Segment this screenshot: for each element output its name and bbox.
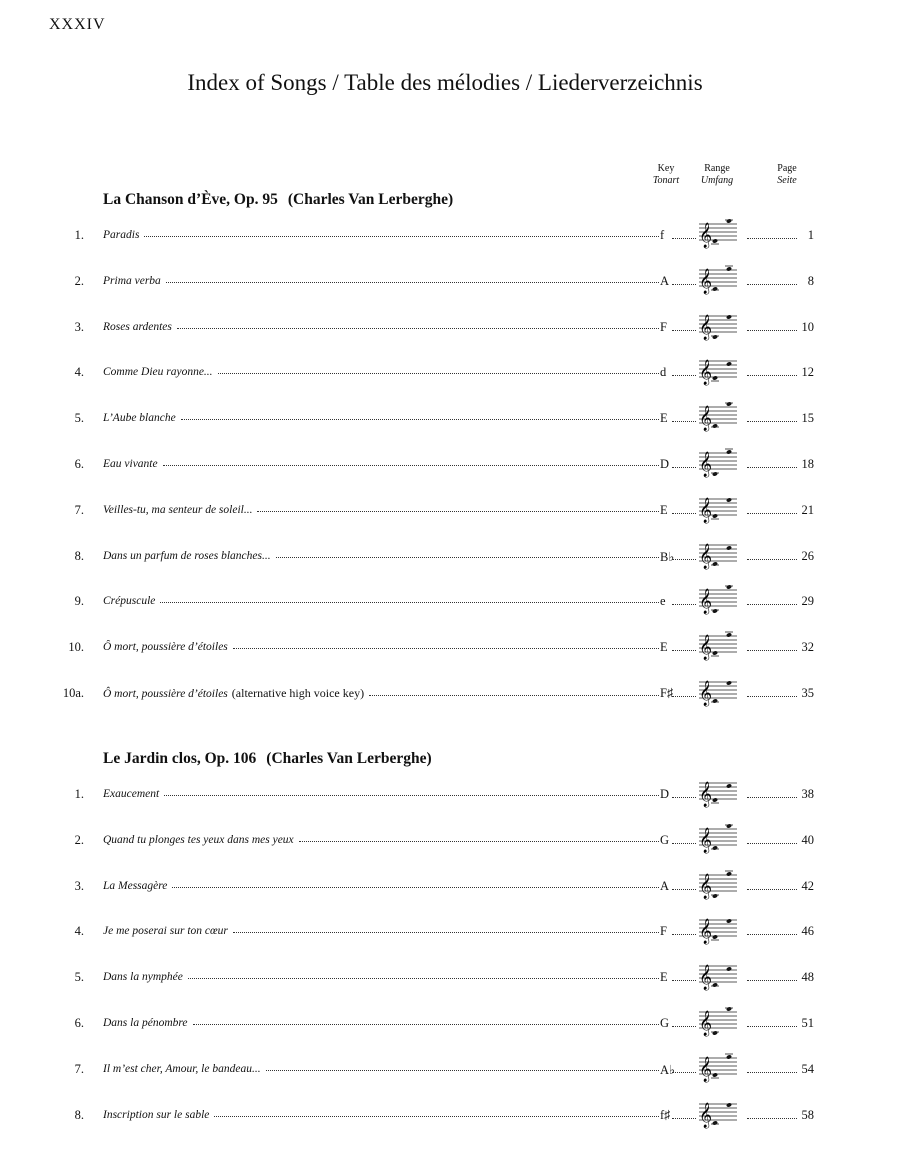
- low-note-icon: [712, 797, 718, 802]
- low-note-icon: [712, 983, 718, 988]
- treble-clef-icon: 𝄞: [699, 965, 713, 991]
- range-staff-icon: [697, 866, 739, 900]
- song-title[interactable]: Inscription sur le sable: [103, 1108, 210, 1121]
- song-page: 48: [801, 970, 814, 985]
- song-row[interactable]: [0, 498, 900, 522]
- song-note: (alternative high voice key): [231, 686, 365, 700]
- song-page: 10: [801, 319, 814, 334]
- dot-leader: [672, 604, 696, 605]
- song-number: 2.: [74, 273, 84, 288]
- low-note-icon: [712, 286, 718, 291]
- song-page: 8: [807, 273, 814, 288]
- high-note-icon: [726, 823, 732, 828]
- song-page: 54: [801, 1061, 814, 1076]
- song-page: 29: [801, 594, 814, 609]
- section-title: Le Jardin clos, Op. 106: [103, 750, 257, 767]
- song-range: [697, 536, 739, 570]
- low-note-icon: [712, 471, 718, 476]
- song-row[interactable]: [0, 919, 900, 943]
- song-title-line: [103, 787, 659, 800]
- song-range: [697, 490, 739, 524]
- song-number: 6.: [74, 1016, 84, 1030]
- treble-clef-icon: 𝄞: [699, 1011, 713, 1036]
- song-row[interactable]: [0, 269, 900, 293]
- dot-leader: [144, 228, 659, 237]
- song-page: 58: [801, 1107, 814, 1122]
- low-note-icon: [712, 376, 718, 381]
- high-note-icon: [726, 266, 732, 271]
- dot-leader: [214, 1108, 659, 1117]
- song-number: 6.: [74, 457, 84, 471]
- song-title-line: [103, 970, 659, 983]
- song-title[interactable]: Il m’est cher, Amour, le bandeau...: [103, 1062, 261, 1075]
- treble-clef-icon: 𝄞: [699, 873, 713, 899]
- song-title-line: [103, 1016, 659, 1029]
- song-title-line: [103, 365, 659, 378]
- song-title-line: [103, 833, 659, 846]
- range-staff-icon: [697, 627, 739, 661]
- low-note-icon: [712, 651, 718, 656]
- column-header-page-en: Page: [777, 163, 797, 174]
- dot-leader: [276, 549, 659, 558]
- treble-clef-icon: 𝄞: [699, 452, 713, 477]
- dot-leader: [747, 421, 797, 422]
- high-note-icon: [726, 314, 732, 319]
- section-title: La Chanson d’Ève, Op. 95: [103, 191, 278, 208]
- range-staff-icon: [697, 1095, 739, 1129]
- dot-leader: [747, 330, 797, 331]
- dot-leader: [747, 375, 797, 376]
- song-number: 9.: [74, 594, 84, 609]
- dot-leader: [747, 889, 797, 890]
- song-title[interactable]: Ô mort, poussière d’étoiles: [103, 688, 228, 700]
- low-note-icon: [712, 334, 718, 339]
- song-range: [697, 1049, 739, 1083]
- column-header-range: [695, 163, 739, 187]
- dot-leader: [163, 457, 659, 466]
- dot-leader: [266, 1062, 659, 1071]
- song-title-line: [103, 640, 659, 653]
- high-note-icon: [726, 218, 732, 223]
- section-heading: [103, 191, 453, 209]
- song-title[interactable]: Roses ardentes: [103, 320, 172, 333]
- song-title-line: [103, 686, 659, 701]
- song-title[interactable]: Dans la nymphée: [103, 971, 183, 984]
- dot-leader: [164, 787, 659, 796]
- high-note-icon: [726, 919, 732, 924]
- song-row[interactable]: [0, 452, 900, 476]
- dot-leader: [747, 980, 797, 981]
- song-title[interactable]: Prima verba: [103, 274, 161, 287]
- dot-leader: [747, 604, 797, 605]
- song-range: [697, 673, 739, 707]
- song-range: [697, 866, 739, 900]
- high-note-icon: [726, 449, 732, 454]
- dot-leader: [672, 375, 696, 376]
- song-page: 1: [807, 228, 814, 242]
- song-page: 51: [801, 1016, 814, 1030]
- range-staff-icon: [697, 673, 739, 707]
- treble-clef-icon: 𝄞: [699, 1102, 713, 1128]
- high-note-icon: [726, 1054, 732, 1059]
- song-title[interactable]: Dans un parfum de roses blanches...: [103, 549, 271, 562]
- song-range: [697, 911, 739, 945]
- low-note-icon: [712, 513, 718, 518]
- song-range: [697, 444, 739, 478]
- dot-leader: [672, 559, 696, 560]
- column-header-page: [765, 163, 809, 187]
- song-key: B♭: [660, 549, 675, 564]
- column-header-key: [648, 163, 684, 187]
- song-key: E: [660, 411, 668, 426]
- treble-clef-icon: 𝄞: [699, 268, 713, 294]
- song-key: f: [660, 228, 665, 242]
- section-heading: [103, 750, 432, 768]
- range-staff-icon: [697, 911, 739, 945]
- dot-leader: [747, 1118, 797, 1119]
- treble-clef-icon: 𝄞: [699, 635, 713, 661]
- dot-leader: [747, 696, 797, 697]
- range-staff-icon: [697, 774, 739, 808]
- song-range: [697, 627, 739, 661]
- song-key: F: [660, 319, 667, 334]
- song-page: 15: [801, 411, 814, 426]
- high-note-icon: [726, 545, 732, 550]
- range-staff-icon: [697, 307, 739, 341]
- treble-clef-icon: 𝄞: [699, 827, 713, 853]
- treble-clef-icon: 𝄞: [699, 782, 713, 807]
- treble-clef-icon: 𝄞: [699, 497, 713, 523]
- dot-leader: [747, 467, 797, 468]
- range-staff-icon: [697, 444, 739, 478]
- dot-leader: [747, 797, 797, 798]
- dot-leader: [672, 1118, 696, 1119]
- song-page: 46: [801, 924, 814, 939]
- dot-leader: [672, 889, 696, 890]
- treble-clef-icon: 𝄞: [699, 314, 713, 340]
- dot-leader: [672, 284, 696, 285]
- song-page: 35: [801, 686, 814, 700]
- high-note-icon: [726, 680, 732, 685]
- low-note-icon: [712, 698, 718, 703]
- dot-leader: [672, 330, 696, 331]
- low-note-icon: [712, 1030, 718, 1035]
- song-number: 10.: [68, 640, 84, 655]
- dot-leader: [672, 797, 696, 798]
- low-note-icon: [712, 1072, 718, 1077]
- range-staff-icon: [697, 820, 739, 854]
- dot-leader: [672, 513, 696, 514]
- song-title-line: [103, 320, 659, 333]
- range-staff-icon: [697, 261, 739, 295]
- dot-leader: [233, 640, 659, 649]
- song-row[interactable]: [0, 589, 900, 613]
- song-number: 7.: [74, 1061, 84, 1076]
- column-header-page-de: Seite: [777, 175, 797, 186]
- treble-clef-icon: 𝄞: [699, 681, 713, 706]
- song-key: G: [660, 832, 670, 847]
- treble-clef-icon: 𝄞: [699, 1056, 713, 1082]
- column-header-key-en: Key: [657, 163, 675, 174]
- dot-leader: [672, 843, 696, 844]
- dot-leader: [672, 467, 696, 468]
- song-key: e: [660, 594, 666, 609]
- song-title-line: [103, 503, 659, 516]
- song-range: [697, 581, 739, 615]
- song-title[interactable]: Je me poserai sur ton cœur: [103, 925, 228, 938]
- song-title-line: [103, 457, 659, 470]
- dot-leader: [747, 1072, 797, 1073]
- song-row[interactable]: [0, 965, 900, 989]
- treble-clef-icon: 𝄞: [699, 589, 713, 615]
- column-header-key-de: Tonart: [652, 175, 680, 186]
- page-number: XXXIV: [49, 16, 106, 33]
- song-page: 21: [801, 502, 814, 517]
- low-note-icon: [712, 893, 718, 898]
- song-key: E: [660, 502, 668, 517]
- high-note-icon: [726, 783, 732, 788]
- song-row[interactable]: [0, 223, 900, 247]
- song-number: 4.: [74, 924, 84, 939]
- song-title-line: [103, 879, 659, 892]
- treble-clef-icon: 𝄞: [699, 543, 713, 569]
- song-number: 1.: [74, 228, 84, 242]
- song-key: f♯: [660, 1107, 671, 1122]
- dot-leader: [747, 559, 797, 560]
- song-title[interactable]: Dans la pénombre: [103, 1017, 188, 1029]
- dot-leader: [747, 934, 797, 935]
- low-note-icon: [712, 935, 718, 940]
- song-title-line: [103, 1108, 659, 1121]
- range-staff-icon: [697, 957, 739, 991]
- song-range: [697, 215, 739, 249]
- range-staff-icon: [697, 1003, 739, 1037]
- song-title[interactable]: Comme Dieu rayonne...: [103, 366, 213, 379]
- range-staff-icon: [697, 536, 739, 570]
- song-number: 4.: [74, 365, 84, 380]
- dot-leader: [299, 833, 659, 842]
- song-title[interactable]: Ô mort, poussière d’étoiles: [103, 641, 228, 654]
- song-page: 42: [801, 878, 814, 893]
- dot-leader: [233, 924, 659, 933]
- song-number: 3.: [74, 319, 84, 334]
- dot-leader: [160, 594, 659, 603]
- high-note-icon: [726, 1006, 732, 1011]
- low-note-icon: [712, 845, 718, 850]
- song-number: 5.: [74, 970, 84, 985]
- song-range: [697, 307, 739, 341]
- song-page: 26: [801, 548, 814, 563]
- song-number: 8.: [74, 548, 84, 563]
- dot-leader: [188, 970, 659, 979]
- dot-leader: [172, 879, 659, 888]
- dot-leader: [193, 1016, 659, 1025]
- song-number: 10a.: [62, 686, 84, 700]
- range-staff-icon: [697, 215, 739, 249]
- song-page: 18: [801, 457, 814, 471]
- song-title[interactable]: Veilles-tu, ma senteur de soleil...: [103, 503, 253, 516]
- song-row[interactable]: [0, 874, 900, 898]
- song-number: 8.: [74, 1107, 84, 1122]
- song-row[interactable]: [0, 1057, 900, 1081]
- song-row[interactable]: [0, 1011, 900, 1035]
- dot-leader: [672, 1026, 696, 1027]
- dot-leader: [218, 365, 659, 374]
- section-poet: (Charles Van Lerberghe): [287, 191, 454, 208]
- song-title[interactable]: Crépuscule: [103, 595, 156, 608]
- song-number: 5.: [74, 411, 84, 426]
- song-key: A: [660, 273, 670, 288]
- range-staff-icon: [697, 398, 739, 432]
- treble-clef-icon: 𝄞: [699, 223, 713, 248]
- song-range: [697, 957, 739, 991]
- song-title[interactable]: Exaucement: [103, 788, 160, 800]
- song-key: D: [660, 457, 670, 471]
- low-note-icon: [712, 609, 718, 614]
- song-range: [697, 774, 739, 808]
- range-staff-icon: [697, 581, 739, 615]
- song-row[interactable]: [0, 681, 900, 705]
- range-staff-icon: [697, 352, 739, 386]
- treble-clef-icon: 𝄞: [699, 406, 713, 432]
- song-range: [697, 352, 739, 386]
- song-page: 40: [801, 832, 814, 847]
- dot-leader: [672, 238, 696, 239]
- page-title: Index of Songs / Table des mélodies / Liederverzeichnis: [187, 70, 703, 95]
- song-key: E: [660, 640, 668, 655]
- song-title[interactable]: La Messagère: [103, 879, 168, 892]
- dot-leader: [672, 696, 696, 697]
- song-number: 3.: [74, 878, 84, 893]
- song-range: [697, 1003, 739, 1037]
- song-number: 2.: [74, 832, 84, 847]
- song-row[interactable]: [0, 1103, 900, 1127]
- song-number: 1.: [74, 787, 84, 801]
- low-note-icon: [712, 424, 718, 429]
- dot-leader: [257, 503, 659, 512]
- song-key: A: [660, 878, 670, 893]
- song-key: G: [660, 1016, 670, 1030]
- dot-leader: [672, 980, 696, 981]
- dot-leader: [672, 1072, 696, 1073]
- song-range: [697, 261, 739, 295]
- dot-leader: [181, 411, 659, 420]
- song-key: A♭: [660, 1062, 675, 1077]
- dot-leader: [747, 650, 797, 651]
- song-row[interactable]: [0, 828, 900, 852]
- high-note-icon: [726, 633, 732, 638]
- range-staff-icon: [697, 1049, 739, 1083]
- column-header-range-en: Range: [704, 163, 730, 174]
- treble-clef-icon: 𝄞: [699, 360, 713, 386]
- song-title-line: [103, 274, 659, 287]
- dot-leader: [369, 686, 659, 696]
- song-row[interactable]: [0, 360, 900, 384]
- song-page: 32: [801, 640, 814, 655]
- dot-leader: [672, 934, 696, 935]
- song-row[interactable]: [0, 635, 900, 659]
- song-range: [697, 1095, 739, 1129]
- dot-leader: [747, 1026, 797, 1027]
- song-number: 7.: [74, 502, 84, 517]
- low-note-icon: [712, 238, 718, 243]
- song-row[interactable]: [0, 406, 900, 430]
- song-title[interactable]: Paradis: [103, 229, 140, 241]
- song-row[interactable]: [0, 315, 900, 339]
- low-note-icon: [712, 561, 718, 566]
- high-note-icon: [726, 967, 732, 972]
- song-title-line: [103, 411, 659, 424]
- song-title-line: [103, 228, 659, 241]
- dot-leader: [177, 320, 659, 329]
- song-page: 12: [801, 365, 814, 380]
- treble-clef-icon: 𝄞: [699, 919, 713, 945]
- song-title-line: [103, 924, 659, 937]
- song-title[interactable]: Eau vivante: [103, 458, 158, 470]
- song-key: E: [660, 970, 668, 985]
- song-title[interactable]: Quand tu plonges tes yeux dans mes yeux: [103, 833, 294, 846]
- dot-leader: [747, 238, 797, 239]
- song-title-line: [103, 1062, 659, 1075]
- song-key: d: [660, 365, 667, 380]
- high-note-icon: [726, 402, 732, 407]
- song-row[interactable]: [0, 782, 900, 806]
- song-title-line: [103, 594, 659, 607]
- dot-leader: [166, 274, 659, 283]
- section-poet: (Charles Van Lerberghe): [266, 750, 432, 767]
- high-note-icon: [726, 871, 732, 876]
- song-range: [697, 820, 739, 854]
- high-note-icon: [726, 362, 732, 367]
- song-title[interactable]: L’Aube blanche: [103, 412, 176, 425]
- dot-leader: [672, 650, 696, 651]
- dot-leader: [747, 513, 797, 514]
- column-header-range-de: Umfang: [700, 175, 734, 186]
- dot-leader: [747, 843, 797, 844]
- song-key: F: [660, 924, 667, 939]
- dot-leader: [672, 421, 696, 422]
- high-note-icon: [726, 1102, 732, 1107]
- range-staff-icon: [697, 490, 739, 524]
- low-note-icon: [712, 1120, 718, 1125]
- high-note-icon: [726, 585, 732, 590]
- song-title-line: [103, 549, 659, 562]
- song-page: 38: [801, 787, 814, 801]
- song-row[interactable]: [0, 544, 900, 568]
- high-note-icon: [726, 497, 732, 502]
- song-range: [697, 398, 739, 432]
- song-key: D: [660, 787, 670, 801]
- dot-leader: [747, 284, 797, 285]
- song-key: F♯: [660, 686, 674, 700]
